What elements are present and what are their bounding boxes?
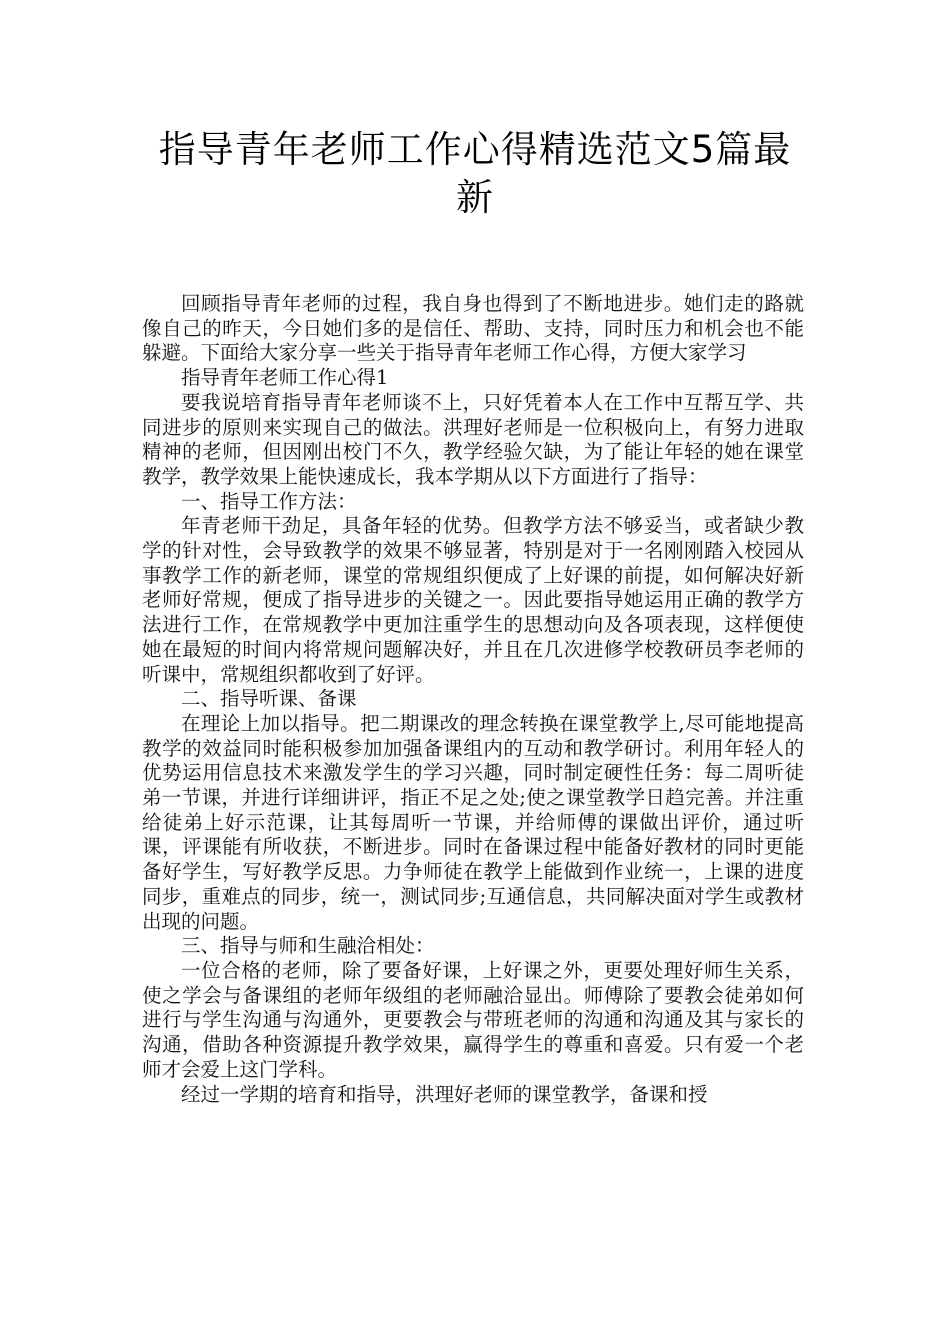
body-paragraph: 经过一学期的培育和指导，洪理好老师的课堂教学，备课和授 [181,1082,708,1106]
body-paragraph: 年青老师干劲足，具备年轻的优势。但教学方法不够妥当，或者缺少教学的针对性，会导致教学的效果不够显著，特别是对于一名刚刚踏入校园从事教学工作的新老师，课堂的常规组织便成了上好课的前提，如何解决好新老师好常规，便成了指导进步的关键之一。因此要指导她运用正确的教学方法进行工作，在常规教学中更加注重学生的思想动向及各项表现，这样便使她在最短的时间内将常规问题解决好，并且在几次进修学校教研员李老师的听课中，常规组织都收到了好评。 [142,514,804,686]
intro-paragraph: 回顾指导青年老师的过程，我自身也得到了不断地进步。她们走的路就像自己的昨天，今日她们多的是信任、帮助、支持，同时压力和机会也不能躲避。下面给大家分享一些关于指导青年老师工作心得，方便大家学习 [142,292,804,365]
body-paragraph: 要我说培育指导青年老师谈不上，只好凭着本人在工作中互帮互学、共同进步的原则来实现自己的做法。洪理好老师是一位积极向上，有努力进取精神的老师，但因刚出校门不久，教学经验欠缺，为了能让年轻的她在课堂教学，教学效果上能快速成长，我本学期从以下方面进行了指导： [142,390,804,488]
subsection-heading: 二、指导听课、备课 [181,687,357,711]
section-heading: 指导青年老师工作心得1 [181,366,389,390]
body-paragraph: 在理论上加以指导。把二期课改的理念转换在课堂教学上,尽可能地提高教学的效益同时能积极参加加强备课组内的互动和教学研讨。利用年轻人的优势运用信息技术来激发学生的学习兴趣，同时制定硬性任务：每二周听徒弟一节课，并进行详细讲评，指正不足之处;使之课堂教学日趋完善。并注重给徒弟上好示范课，让其每周听一节课，并给师傅的课做出评价，通过听课，评课能有所收获，不断进步。同时在备课过程中能备好教材的同时更能备好学生，写好教学反思。力争师徒在教学上能做到作业统一，上课的进度同步，重难点的同步，统一，测试同步;互通信息，共同解决面对学生或教材出现的问题。 [142,711,804,933]
subsection-heading: 一、指导工作方法： [181,489,357,513]
document-body [142,292,804,1107]
document-title: 指导青年老师工作心得精选范文5篇最新 [158,128,792,219]
body-paragraph: 一位合格的老师，除了要备好课，上好课之外，更要处理好师生关系，使之学会与备课组的老师年级组的老师融洽显出。师傅除了要教会徒弟如何进行与学生沟通与沟通外，更要教会与带班老师的沟通和沟通及其与家长的沟通，借助各种资源提升教学效果，赢得学生的尊重和喜爱。只有爱一个老师才会爱上这门学科。 [142,958,804,1081]
subsection-heading: 三、指导与师和生融洽相处： [181,934,435,958]
